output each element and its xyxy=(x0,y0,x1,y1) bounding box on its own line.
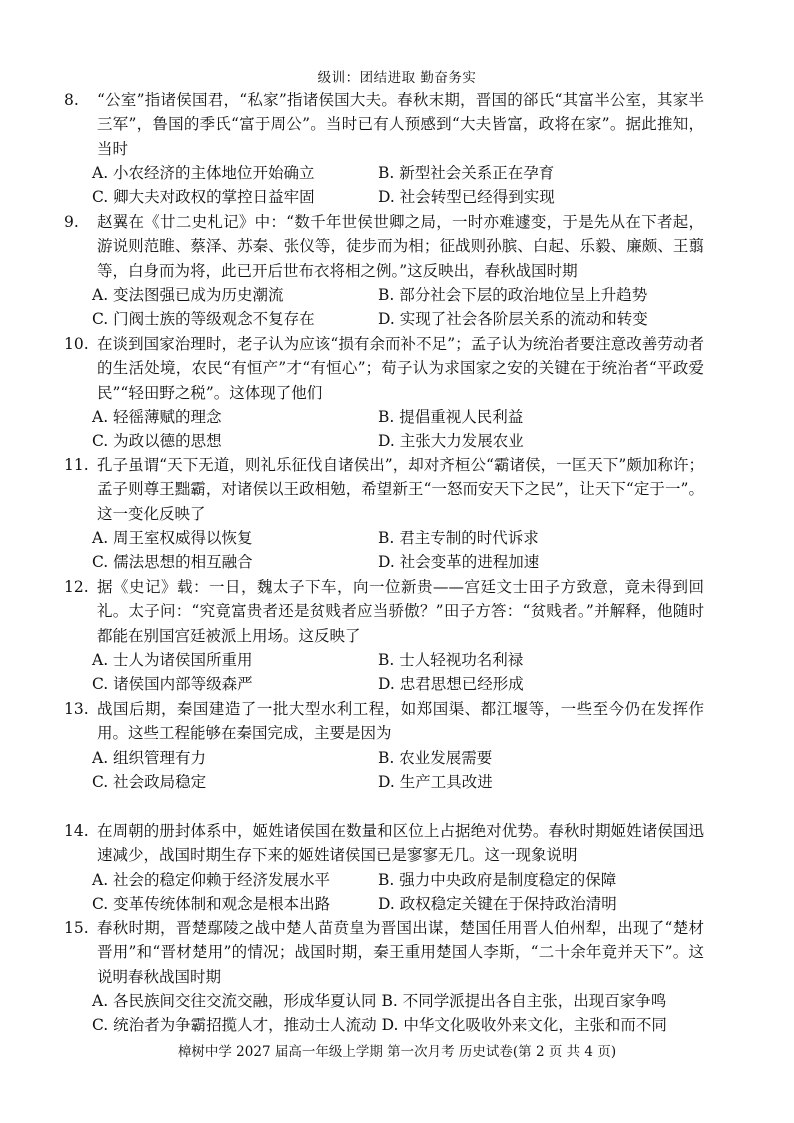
options xyxy=(92,526,704,575)
question-number: 9. xyxy=(64,213,79,231)
option-a[interactable]: A. 社会的稳定仰赖于经济发展水平 xyxy=(92,870,331,889)
options xyxy=(92,989,704,1038)
question-8 xyxy=(64,88,704,209)
question-10 xyxy=(64,332,704,453)
option-c[interactable]: C. 为政以德的思想 xyxy=(92,432,222,451)
question-14 xyxy=(64,819,704,916)
option-a[interactable]: A. 变法图强已成为历史潮流 xyxy=(92,285,284,304)
question-stem: 春秋时期，晋楚鄢陵之战中楚人苗贲皇为晋国出谋，楚国任用晋人伯州犁，出现了“楚材晋用”和“晋材楚用”的情况；战国时期，秦王重用楚国人李斯，“二十余年竟并天下”。这说明春秋战国时期 xyxy=(97,919,704,986)
option-a[interactable]: A. 小农经济的主体地位开始确立 xyxy=(92,163,315,182)
question-11 xyxy=(64,453,704,574)
option-c[interactable]: C. 诸侯国内部等级森严 xyxy=(92,675,253,694)
question-stem: 战国后期，秦国建造了一批大型水利工程，如郑国渠、都江堰等，一些至今仍在发挥作用。这些工程能够在秦国完成，主要是因为 xyxy=(97,700,704,743)
question-stem: “公室”指诸侯国君，“私家”指诸侯国大夫。春秋末期，晋国的郤氏“其富半公室，其家半三军”，鲁国的季氏“富于周公”。当时已有人预感到“大夫皆富，政将在家”。据此推知，当时 xyxy=(97,91,704,158)
option-a-b[interactable]: A. 各民族间交往交流交融，形成华夏认同 B. 不同学派提出各自主张，出现百家争鸣 xyxy=(92,991,667,1010)
question-stem: 在谈到国家治理时，老子认为应该“损有余而补不足”；孟子认为统治者要注意改善劳动者的生活处境，农民“有恒产”才“有恒心”；荀子认为求国家之安的关键在于统治者“平政爱民”“轻田野之税”。这体现了他们 xyxy=(97,335,704,402)
option-c[interactable]: C. 社会政局稳定 xyxy=(92,772,207,791)
question-12 xyxy=(64,575,704,696)
question-number: 13. xyxy=(64,700,89,718)
option-d[interactable]: D. 社会变革的进程加速 xyxy=(378,553,540,572)
question-number: 12. xyxy=(64,578,89,596)
question-9 xyxy=(64,210,704,331)
option-a[interactable]: A. 周王室权威得以恢复 xyxy=(92,528,253,547)
option-c[interactable]: C. 卿大夫对政权的掌控日益牢固 xyxy=(92,188,315,207)
option-c[interactable]: C. 儒法思想的相互融合 xyxy=(92,553,253,572)
option-a[interactable]: A. 士人为诸侯国所重用 xyxy=(92,650,253,669)
question-number: 11. xyxy=(64,456,89,474)
option-d[interactable]: D. 主张大力发展农业 xyxy=(378,432,524,451)
options xyxy=(92,868,704,917)
options xyxy=(92,648,704,697)
option-d[interactable]: D. 忠君思想已经形成 xyxy=(378,675,524,694)
option-b[interactable]: B. 士人轻视功名利禄 xyxy=(378,650,524,669)
option-b[interactable]: B. 强力中央政府是制度稳定的保障 xyxy=(378,870,617,889)
option-d[interactable]: D. 生产工具改进 xyxy=(378,772,493,791)
option-a[interactable]: A. 轻徭薄赋的理念 xyxy=(92,407,222,426)
options xyxy=(92,405,704,454)
option-d[interactable]: D. 社会转型已经得到实现 xyxy=(378,188,555,207)
option-b[interactable]: B. 提倡重视人民利益 xyxy=(378,407,524,426)
option-c[interactable]: C. 门阀士族的等级观念不复存在 xyxy=(92,310,315,329)
page-header-motto: 级训：团结进取 勤奋务实 xyxy=(317,70,477,86)
option-d[interactable]: D. 政权稳定关键在于保持政治清明 xyxy=(378,894,617,913)
option-c[interactable]: C. 变革传统体制和观念是根本出路 xyxy=(92,894,331,913)
options xyxy=(92,161,704,210)
question-stem: 在周朝的册封体系中，姬姓诸侯国在数量和区位上占据绝对优势。春秋时期姬姓诸侯国迅速减少，战国时期生存下来的姬姓诸侯国已是寥寥无几。这一现象说明 xyxy=(97,822,704,865)
option-b[interactable]: B. 部分社会下层的政治地位呈上升趋势 xyxy=(378,285,648,304)
option-a[interactable]: A. 组织管理有力 xyxy=(92,748,207,767)
question-15 xyxy=(64,916,704,1037)
options xyxy=(92,746,704,795)
question-stem: 孔子虽谓“天下无道，则礼乐征伐自诸侯出”，却对齐桓公“霸诸侯，一匡天下”颇加称许；孟子则尊王黜霸，对诸侯以王政相勉，希望新王“一怒而安天下之民”，让天下“定于一”。这一变化反映了 xyxy=(97,456,704,523)
option-b[interactable]: B. 新型社会关系正在孕育 xyxy=(378,163,555,182)
option-d[interactable]: D. 实现了社会各阶层关系的流动和转变 xyxy=(378,310,648,329)
question-13 xyxy=(64,697,704,794)
question-number: 10. xyxy=(64,335,89,353)
question-number: 14. xyxy=(64,822,89,840)
page-footer: 樟树中学 2027 届高一年级上学期 第一次月考 历史试卷(第 2 页 共 4 页) xyxy=(177,1044,617,1060)
question-stem: 赵翼在《廿二史札记》中：“数千年世侯世卿之局，一时亦难遽变，于是先从在下者起，游说则范睢、蔡泽、苏秦、张仪等，徒步而为相；征战则孙膑、白起、乐毅、廉颇、王翦等，白身而为将，此已开后世布衣将相之例。”这反映出，春秋战国时期 xyxy=(97,213,704,280)
option-b[interactable]: B. 农业发展需要 xyxy=(378,748,493,767)
option-b[interactable]: B. 君主专制的时代诉求 xyxy=(378,528,539,547)
question-stem: 据《史记》载：一日，魏太子下车，向一位新贵——宫廷文士田子方致意，竟未得到回礼。太子问：“究竟富贵者还是贫贱者应当骄傲？”田子方答：“贫贱者。”并解释，他随时都能在别国宫廷被派上用场。这反映了 xyxy=(97,578,704,645)
options xyxy=(92,283,704,332)
question-number: 8. xyxy=(64,91,79,109)
option-c-d[interactable]: C. 统治者为争霸招揽人才，推动士人流动 D. 中华文化吸收外来文化，主张和而不同 xyxy=(92,1016,667,1035)
question-number: 15. xyxy=(64,919,89,937)
